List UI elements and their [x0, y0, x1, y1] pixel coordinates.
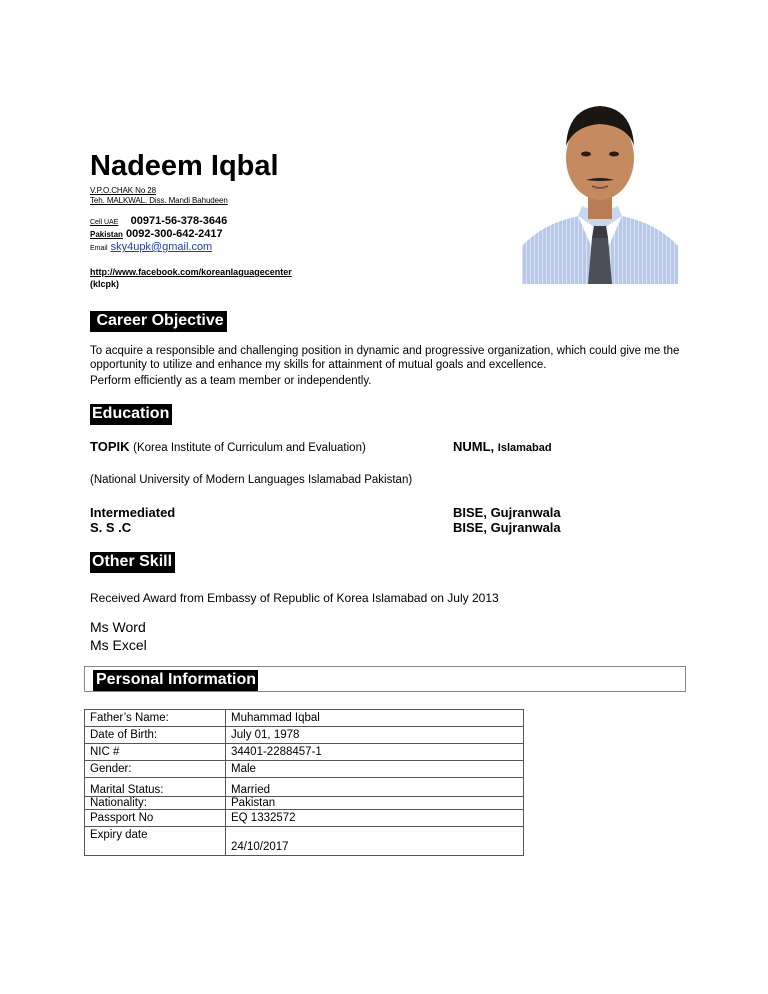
row-value: Muhammad Iqbal [226, 710, 524, 727]
numl-title: NUML, [453, 439, 495, 454]
row-label: Date of Birth: [85, 727, 226, 744]
award-text: Received Award from Embassy of Republic of Korea Islamabad on July 2013 [90, 591, 499, 605]
intermediate-board: BISE, Gujranwala [453, 505, 561, 520]
personal-info-heading: Personal Information [93, 670, 258, 691]
table-row [85, 744, 524, 761]
row-label: Father’s Name: [85, 710, 226, 727]
table-row [85, 827, 524, 856]
cell-uae-label: Cell UAE [90, 219, 119, 226]
numl-full-name: (National University of Modern Languages Islamabad Pakistan) [90, 474, 413, 486]
table-row [85, 710, 524, 727]
facebook-url[interactable]: http://www.facebook.com/koreanlaguagecenter [90, 267, 292, 277]
career-objective-text: To acquire a responsible and challenging position in dynamic and progressive organization, which could give me the opportunity to utilize and enhance my skills for attainment of mutual goals and excellence. [90, 345, 680, 371]
personal-info-table [84, 709, 524, 856]
education-numl [453, 439, 552, 454]
table-row [85, 778, 524, 797]
row-label: Marital Status: [85, 778, 226, 797]
row-value: Married [226, 778, 524, 797]
cell-uae [90, 215, 227, 227]
other-skill-heading: Other Skill [90, 552, 175, 573]
row-value: July 01, 1978 [226, 727, 524, 744]
phone-pakistan [90, 228, 223, 240]
row-value: Male [226, 761, 524, 778]
address-line-1: V.P.O.CHAK No 28 [90, 186, 156, 195]
row-label: Nationality: [85, 797, 226, 810]
education-intermediate: Intermediated [90, 505, 176, 520]
skill-ms-excel: Ms Excel [90, 637, 147, 653]
cell-uae-value: 00971-56-378-3646 [130, 215, 228, 227]
skill-ms-word: Ms Word [90, 619, 146, 635]
row-label: NIC # [85, 744, 226, 761]
table-row [85, 727, 524, 744]
email [90, 241, 212, 253]
row-label: Expiry date [85, 827, 226, 856]
row-value: EQ 1332572 [226, 810, 524, 827]
facebook-short: (klcpk) [90, 279, 120, 289]
career-objective-heading-text: Career Objective [96, 312, 224, 329]
career-objective-line: Perform efficiently as a team member or independently. [90, 375, 372, 387]
numl-city: Islamabad [497, 442, 552, 454]
pakistan-label: Pakistan [90, 230, 123, 239]
table-row [85, 810, 524, 827]
topik-title: TOPIK [90, 439, 130, 454]
education-topik [90, 439, 366, 454]
table-row [85, 761, 524, 778]
career-objective-heading [90, 311, 227, 332]
pakistan-value: 0092-300-642-2417 [125, 228, 223, 240]
address-line-2: Teh. MALKWAL. Diss. Mandi Bahudeen [90, 196, 228, 205]
career-objective-text-2 [90, 375, 690, 389]
row-value: 34401-2288457-1 [226, 744, 524, 761]
row-label: Passport No [85, 810, 226, 827]
email-label: Email [90, 245, 108, 252]
facebook-link[interactable] [90, 267, 292, 277]
row-label: Gender: [85, 761, 226, 778]
education-ssc: S. S .C [90, 520, 132, 535]
row-value: 24/10/2017 [226, 827, 524, 856]
row-value: Pakistan [226, 797, 524, 810]
email-link[interactable]: sky4upk@gmail.com [110, 241, 213, 253]
applicant-name: Nadeem Iqbal [90, 150, 279, 182]
ssc-board: BISE, Gujranwala [453, 520, 561, 535]
profile-photo [522, 96, 678, 284]
education-heading: Education [90, 404, 172, 425]
topik-detail: (Korea Institute of Curriculum and Evaluation) [133, 442, 366, 454]
table-row [85, 797, 524, 810]
